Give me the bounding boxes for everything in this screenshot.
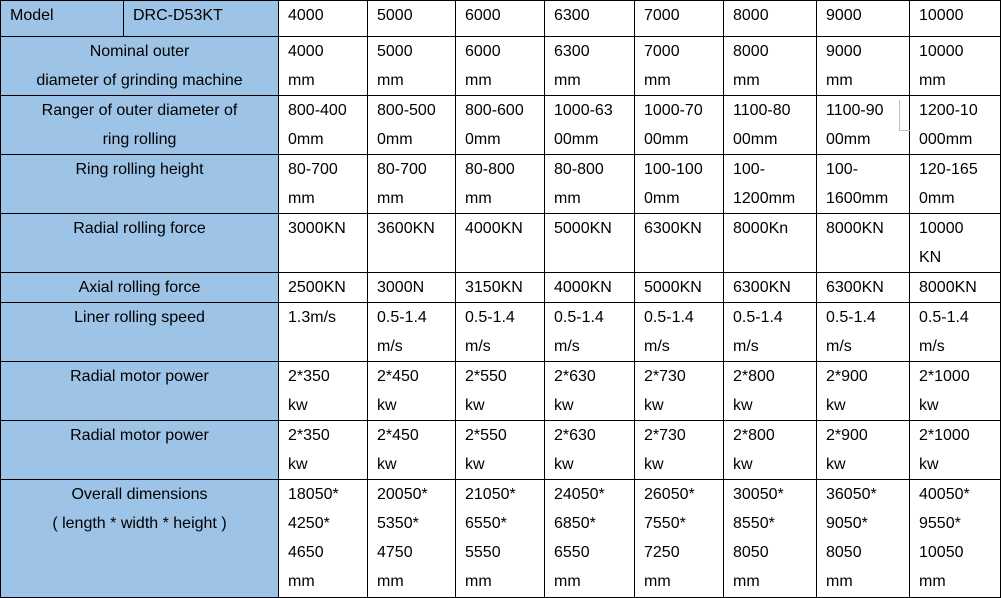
value-cell: [545, 214, 635, 273]
value-line: mm: [919, 72, 946, 89]
row-label-line: ( length * width * height ): [52, 515, 227, 532]
value-line: 2*1000: [919, 368, 970, 385]
value-cell: [545, 96, 635, 155]
value-cell: [368, 96, 456, 155]
value-line: 20050*: [377, 486, 428, 503]
value-line: mm: [826, 72, 853, 89]
value-cell: [545, 421, 635, 480]
value-cell: [910, 155, 1001, 214]
value-cell: [545, 480, 635, 598]
value-cell: [910, 273, 1001, 303]
value-line: mm: [465, 573, 492, 590]
row-label: [1, 303, 279, 362]
value-line: 6850*: [554, 515, 596, 532]
value-line: 9550*: [919, 515, 961, 532]
value-line: 1000-63: [554, 102, 613, 119]
value-line: 4000KN: [554, 279, 612, 296]
value-line: kw: [644, 397, 664, 414]
value-cell: [545, 273, 635, 303]
radial-rolling-force-row: [1, 214, 1001, 273]
value-cell: [456, 273, 545, 303]
row-label-line: Ring rolling height: [75, 161, 204, 178]
value-line: mm: [644, 72, 671, 89]
value-cell: [817, 303, 910, 362]
value-line: 00mm: [644, 131, 689, 148]
row-label-line: Radial motor power: [70, 368, 209, 385]
value-line: 2*550: [465, 427, 507, 444]
model-value: 4000: [279, 1, 368, 37]
value-line: 40050*: [919, 486, 970, 503]
value-cell: [724, 480, 817, 598]
value-line: kw: [733, 456, 753, 473]
value-cell: [910, 421, 1001, 480]
row-label: [1, 155, 279, 214]
row-label-line: diameter of grinding machine: [36, 72, 243, 89]
value-line: 1000-70: [644, 102, 703, 119]
value-cell: [635, 214, 724, 273]
row-label-line: Nominal outer: [89, 43, 190, 60]
value-line: 80-700: [288, 161, 338, 178]
value-line: 2*900: [826, 368, 868, 385]
value-line: 100-: [826, 161, 859, 178]
ring-rolling-height-row: [1, 155, 1001, 214]
value-cell: [817, 96, 910, 155]
value-line: 7000: [644, 43, 680, 60]
value-line: 2*800: [733, 368, 775, 385]
value-cell: [910, 480, 1001, 598]
value-cell: [724, 37, 817, 96]
value-line: m/s: [377, 338, 403, 355]
value-line: kw: [733, 397, 753, 414]
row-label-line: ring rolling: [102, 131, 177, 148]
value-line: 4650: [288, 544, 324, 561]
model-value: 10000: [910, 1, 1001, 37]
value-line: 2*800: [733, 427, 775, 444]
value-line: mm: [554, 72, 581, 89]
value-line: mm: [919, 573, 946, 590]
value-cell: [368, 303, 456, 362]
value-cell: [910, 303, 1001, 362]
value-cell: [456, 96, 545, 155]
value-line: 2*630: [554, 427, 596, 444]
value-line: 5350*: [377, 515, 419, 532]
axial-rolling-force-row: [1, 273, 1001, 303]
value-line: 3600KN: [377, 220, 435, 237]
header-row: [1, 1, 1001, 37]
model-value: 9000: [817, 1, 910, 37]
value-line: 800-500: [377, 102, 436, 119]
value-line: 2500KN: [288, 279, 346, 296]
value-cell: [279, 480, 368, 598]
value-line: 80-800: [465, 161, 515, 178]
value-cell: [456, 362, 545, 421]
value-line: kw: [919, 456, 939, 473]
value-line: 2*450: [377, 368, 419, 385]
value-line: kw: [465, 456, 485, 473]
value-cell: [635, 362, 724, 421]
value-line: mm: [733, 573, 760, 590]
row-label: [1, 362, 279, 421]
value-line: 3150KN: [465, 279, 523, 296]
value-cell: [279, 155, 368, 214]
value-line: 800-600: [465, 102, 524, 119]
value-line: 0.5-1.4: [465, 309, 515, 326]
model-value: 7000: [635, 1, 724, 37]
value-line: 100-: [733, 161, 766, 178]
value-line: 0mm: [377, 131, 413, 148]
row-label: [1, 421, 279, 480]
value-cell: [456, 303, 545, 362]
value-line: m/s: [826, 338, 852, 355]
value-line: kw: [826, 397, 846, 414]
value-cell: [279, 214, 368, 273]
value-line: 7550*: [644, 515, 686, 532]
value-cell: [724, 96, 817, 155]
value-line: 0.5-1.4: [826, 309, 876, 326]
value-cell: [817, 480, 910, 598]
row-label-line: Ranger of outer diameter of: [41, 102, 238, 119]
value-cell: [545, 303, 635, 362]
value-line: 2*550: [465, 368, 507, 385]
model-value: 6000: [456, 1, 545, 37]
value-line: kw: [465, 397, 485, 414]
value-cell: [368, 214, 456, 273]
radial-motor-power-row: [1, 421, 1001, 480]
value-line: mm: [377, 573, 404, 590]
value-cell: [635, 96, 724, 155]
value-line: 4000: [288, 43, 324, 60]
value-line: 80-800: [554, 161, 604, 178]
value-line: kw: [288, 397, 308, 414]
value-cell: [724, 303, 817, 362]
row-label-line: Radial motor power: [70, 427, 209, 444]
value-cell: [279, 421, 368, 480]
value-line: 0mm: [644, 190, 680, 207]
value-line: 2*630: [554, 368, 596, 385]
value-line: mm: [826, 573, 853, 590]
value-line: 10050: [919, 544, 964, 561]
value-line: 2*450: [377, 427, 419, 444]
value-line: 2*730: [644, 368, 686, 385]
overall-dimensions-row: [1, 480, 1001, 598]
value-line: 000mm: [919, 131, 973, 148]
value-line: 8000Kn: [733, 220, 789, 237]
value-cell: [910, 362, 1001, 421]
value-cell: [724, 155, 817, 214]
value-cell: [368, 37, 456, 96]
value-line: mm: [644, 573, 671, 590]
value-cell: [456, 421, 545, 480]
value-line: mm: [554, 573, 581, 590]
value-line: KN: [919, 249, 942, 266]
row-label-line: Radial rolling force: [73, 220, 206, 237]
value-cell: [456, 480, 545, 598]
value-cell: [545, 362, 635, 421]
value-line: 0mm: [919, 190, 955, 207]
value-cell: [635, 480, 724, 598]
value-cell: [724, 362, 817, 421]
value-line: 10000: [919, 43, 964, 60]
value-line: 00mm: [554, 131, 599, 148]
liner-rolling-speed-row: [1, 303, 1001, 362]
value-line: 5000KN: [644, 279, 702, 296]
value-line: 6300KN: [733, 279, 791, 296]
value-line: 2*900: [826, 427, 868, 444]
value-line: m/s: [919, 338, 945, 355]
value-line: 8000KN: [826, 220, 884, 237]
value-line: 8550*: [733, 515, 775, 532]
value-cell: [817, 421, 910, 480]
value-line: 6300KN: [644, 220, 702, 237]
value-cell: [279, 303, 368, 362]
value-line: 3000KN: [288, 220, 346, 237]
value-cell: [368, 480, 456, 598]
value-line: 8050: [826, 544, 862, 561]
value-cell: [635, 303, 724, 362]
value-line: 6300KN: [826, 279, 884, 296]
value-line: 4750: [377, 544, 413, 561]
value-cell: [279, 273, 368, 303]
value-line: 4250*: [288, 515, 330, 532]
value-line: kw: [377, 456, 397, 473]
value-line: 100-100: [644, 161, 703, 178]
value-cell: [456, 37, 545, 96]
value-line: 6550: [554, 544, 590, 561]
value-line: 10000: [919, 220, 964, 237]
value-line: kw: [288, 456, 308, 473]
value-line: 1600mm: [826, 190, 889, 207]
value-line: mm: [554, 190, 581, 207]
value-line: 120-165: [919, 161, 978, 178]
value-line: mm: [465, 190, 492, 207]
value-line: 8000KN: [919, 279, 977, 296]
value-line: mm: [288, 72, 315, 89]
value-cell: [635, 273, 724, 303]
value-line: 5550: [465, 544, 501, 561]
row-label-line: Liner rolling speed: [74, 309, 205, 326]
value-cell: [279, 362, 368, 421]
value-cell: [724, 421, 817, 480]
value-cell: [635, 155, 724, 214]
value-line: 0.5-1.4: [919, 309, 969, 326]
value-line: 6300: [554, 43, 590, 60]
value-line: m/s: [554, 338, 580, 355]
value-cell: [817, 155, 910, 214]
value-line: 2*350: [288, 427, 330, 444]
value-cell: [368, 362, 456, 421]
value-line: 26050*: [644, 486, 695, 503]
value-cell: [635, 37, 724, 96]
value-line: 0mm: [465, 131, 501, 148]
value-line: 5000KN: [554, 220, 612, 237]
value-line: 6000: [465, 43, 501, 60]
value-line: 0.5-1.4: [554, 309, 604, 326]
outer-diameter-range-row: [1, 96, 1001, 155]
value-cell: [279, 96, 368, 155]
cell-paste-marker: [899, 100, 910, 131]
value-line: 4000KN: [465, 220, 523, 237]
value-line: 9000: [826, 43, 862, 60]
value-line: kw: [554, 397, 574, 414]
value-line: kw: [826, 456, 846, 473]
nominal-outer-diameter-row: [1, 37, 1001, 96]
value-line: mm: [733, 72, 760, 89]
value-line: 1200-10: [919, 102, 978, 119]
value-line: 1.3m/s: [288, 309, 337, 326]
value-line: 1100-80: [733, 102, 791, 119]
row-label: [1, 480, 279, 598]
value-line: 2*350: [288, 368, 330, 385]
value-line: mm: [465, 72, 492, 89]
model-value: 6300: [545, 1, 635, 37]
value-line: 80-700: [377, 161, 427, 178]
value-cell: [279, 37, 368, 96]
value-line: kw: [644, 456, 664, 473]
value-line: mm: [377, 72, 404, 89]
value-line: mm: [377, 190, 404, 207]
value-cell: [910, 96, 1001, 155]
value-line: m/s: [644, 338, 670, 355]
value-cell: [817, 37, 910, 96]
value-line: kw: [554, 456, 574, 473]
value-line: 8000: [733, 43, 769, 60]
row-label: [1, 37, 279, 96]
value-line: 9050*: [826, 515, 868, 532]
value-cell: [635, 421, 724, 480]
value-line: mm: [288, 190, 315, 207]
value-cell: [368, 421, 456, 480]
value-line: 5000: [377, 43, 413, 60]
value-line: 30050*: [733, 486, 784, 503]
model-name: DRC-D53KT: [124, 1, 279, 37]
row-label: [1, 273, 279, 303]
radial-motor-power-row: [1, 362, 1001, 421]
value-cell: [724, 273, 817, 303]
value-line: 7250: [644, 544, 680, 561]
value-line: 1200mm: [733, 190, 796, 207]
value-line: m/s: [733, 338, 759, 355]
value-line: 00mm: [826, 131, 871, 148]
value-line: 2*1000: [919, 427, 970, 444]
row-label: [1, 96, 279, 155]
value-line: kw: [377, 397, 397, 414]
value-line: 800-400: [288, 102, 347, 119]
value-line: 8050: [733, 544, 769, 561]
value-cell: [817, 214, 910, 273]
value-line: 0.5-1.4: [733, 309, 783, 326]
value-line: 00mm: [733, 131, 778, 148]
row-label-line: Overall dimensions: [71, 486, 208, 503]
value-cell: [910, 37, 1001, 96]
value-cell: [724, 214, 817, 273]
value-line: m/s: [465, 338, 491, 355]
value-line: 0.5-1.4: [644, 309, 694, 326]
value-line: 3000N: [377, 279, 425, 296]
value-cell: [545, 155, 635, 214]
value-line: 0mm: [288, 131, 324, 148]
value-line: 36050*: [826, 486, 877, 503]
value-cell: [368, 155, 456, 214]
value-line: 2*730: [644, 427, 686, 444]
value-line: 24050*: [554, 486, 605, 503]
value-cell: [545, 37, 635, 96]
value-cell: [456, 214, 545, 273]
value-cell: [456, 155, 545, 214]
value-line: 21050*: [465, 486, 516, 503]
value-line: mm: [288, 573, 315, 590]
value-cell: [817, 273, 910, 303]
row-label: [1, 214, 279, 273]
value-line: kw: [919, 397, 939, 414]
model-label: Model: [1, 1, 124, 37]
value-line: 6550*: [465, 515, 507, 532]
value-line: 0.5-1.4: [377, 309, 427, 326]
value-line: 18050*: [288, 486, 339, 503]
value-cell: [910, 214, 1001, 273]
value-cell: [368, 273, 456, 303]
value-cell: [817, 362, 910, 421]
value-line: 1100-90: [826, 102, 884, 119]
model-value: 8000: [724, 1, 817, 37]
model-value: 5000: [368, 1, 456, 37]
row-label-line: Axial rolling force: [78, 279, 201, 296]
